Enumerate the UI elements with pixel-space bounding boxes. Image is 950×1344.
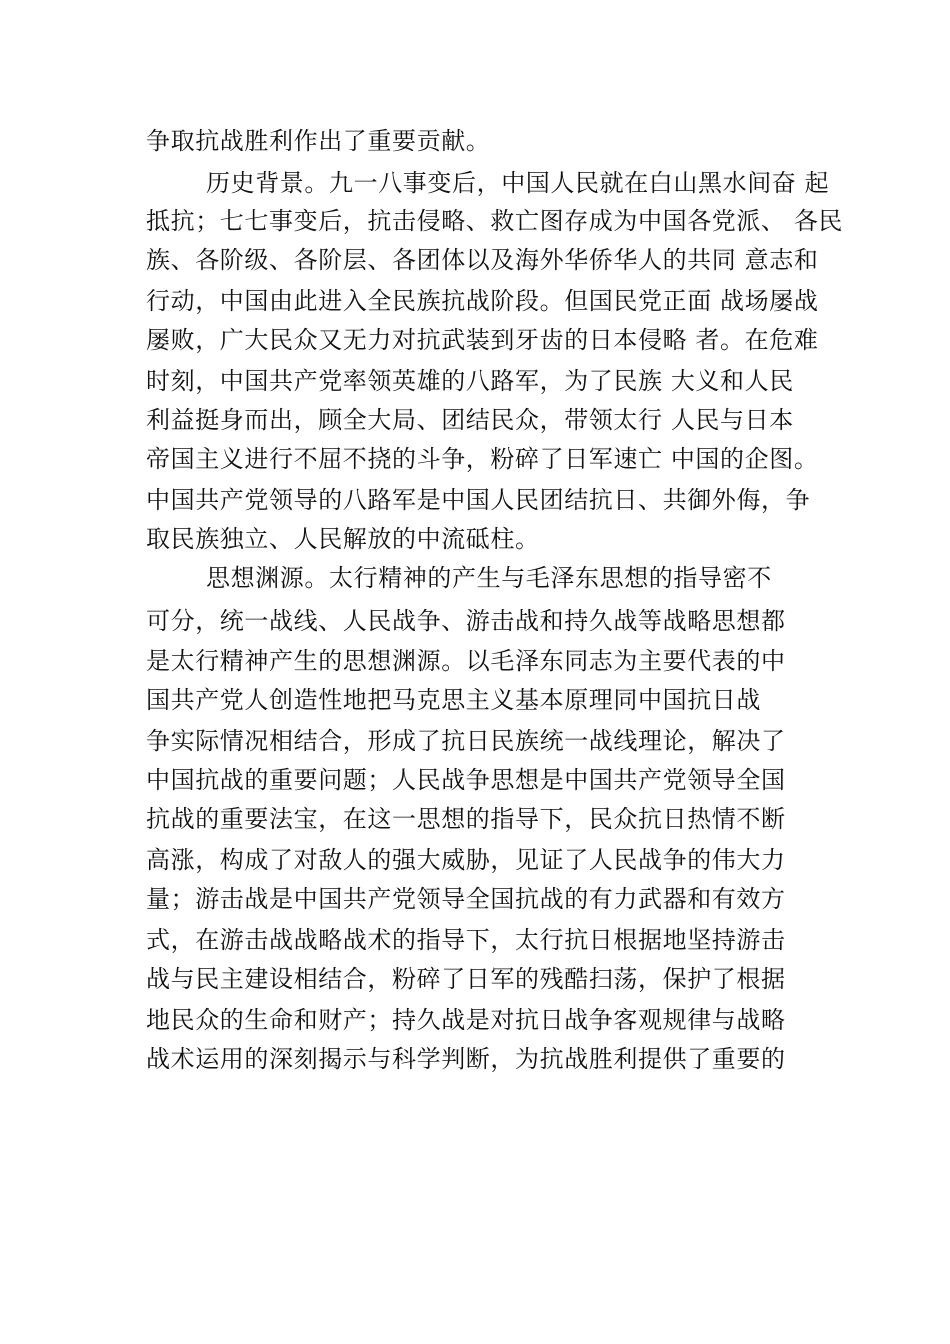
text-line: 争实际情况相结合，形成了抗日民族统一战线理论，解决了	[146, 727, 786, 755]
text-line: 战术运用的深刻揭示与科学判断，为抗战胜利提供了重要的	[146, 1045, 786, 1073]
text-line: 战与民主建设相结合，粉碎了日军的残酷扫荡，保护了根据	[146, 965, 786, 993]
paragraph-ideological-origin-start: 思想渊源。太行精神的产生与毛泽东思想的指导密不	[206, 564, 772, 592]
text-line: 地民众的生命和财产；持久战是对抗日战争客观规律与战略	[146, 1006, 786, 1034]
text-line: 时刻，中国共产党率领英雄的八路军，为了民族 大义和人民	[146, 367, 794, 395]
text-line: 中国共产党领导的八路军是中国人民团结抗日、共御外侮，争	[146, 486, 811, 514]
text-line: 国共产党人创造性地把马克思主义基本原理同中国抗日战	[146, 686, 761, 714]
text-line: 量；游击战是中国共产党领导全国抗战的有力武器和有效方	[146, 885, 786, 913]
paragraph-history-background-start: 历史背景。九一八事变后，中国人民就在白山黑水间奋 起	[206, 169, 830, 197]
text-line: 帝国主义进行不屈不挠的斗争，粉碎了日军速亡 中国的企图。	[146, 445, 819, 473]
text-line: 是太行精神产生的思想渊源。以毛泽东同志为主要代表的中	[146, 647, 786, 675]
text-line: 争取抗战胜利作出了重要贡献。	[146, 127, 491, 155]
text-line: 行动，中国由此进入全民族抗战阶段。但国民党正面 战场屡战	[146, 287, 819, 315]
text-line: 族、各阶级、各阶层、各团体以及海外华侨华人的共同 意志和	[146, 246, 819, 274]
text-line: 抗战的重要法宝，在这一思想的指导下，民众抗日热情不断	[146, 805, 786, 833]
text-line: 可分，统一战线、人民战争、游击战和持久战等战略思想都	[146, 607, 786, 635]
text-line: 取民族独立、人民解放的中流砥柱。	[146, 525, 540, 553]
text-line: 抵抗；七七事变后，抗击侵略、救亡图存成为中国各党派、 各民	[146, 207, 844, 235]
text-line: 利益挺身而出，顾全大局、团结民众，带领太行 人民与日本	[146, 406, 794, 434]
text-line: 式，在游击战战略战术的指导下，太行抗日根据地坚持游击	[146, 926, 786, 954]
text-line: 屡败，广大民众又无力对抗武装到牙齿的日本侵略 者。在危难	[146, 326, 819, 354]
text-line: 高涨，构成了对敌人的强大威胁，见证了人民战争的伟大力	[146, 846, 786, 874]
text-line: 中国抗战的重要问题；人民战争思想是中国共产党领导全国	[146, 766, 786, 794]
